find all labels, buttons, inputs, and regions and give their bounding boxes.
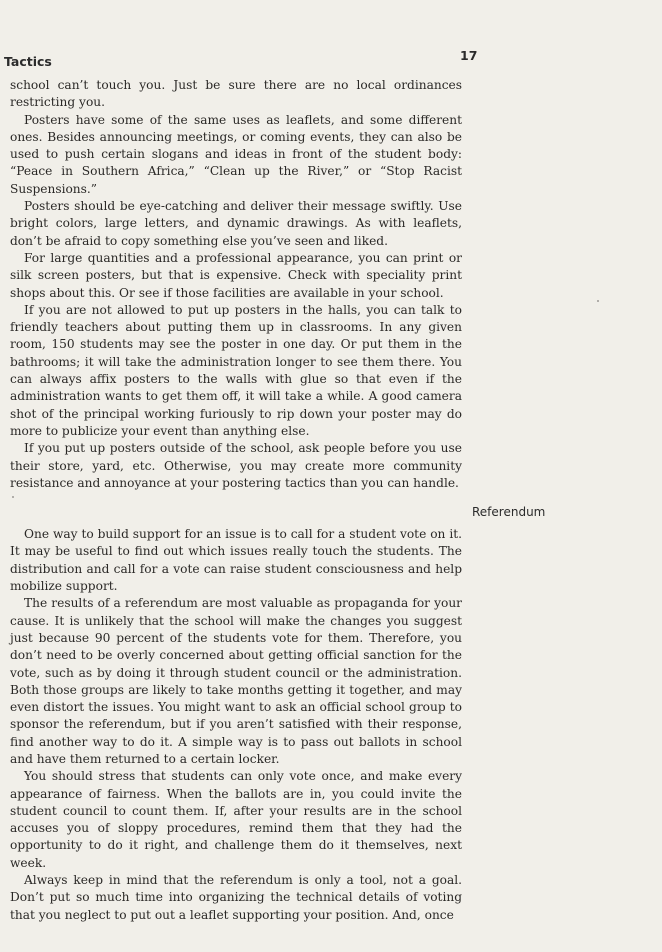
paragraph: If you put up posters outside of the school, ask people before you use their store, yard, etc. Otherwise, you may create more community resistance and annoyance at your postering tactics than you can handle. bbox=[10, 441, 462, 490]
section-gap bbox=[10, 492, 462, 526]
margin-label-referendum: Referendum bbox=[472, 505, 546, 519]
paragraph: You should stress that students can only vote once, and make every appearance of fairness. When the ballots are in, you could invite the student council to count them. If, after your results are in the school accuses you of sloppy procedures, remind them that they had the opportunity to do it right, and challenge them do it themselves, next week. bbox=[10, 769, 462, 870]
paragraph: Always keep in mind that the referendum is only a tool, not a goal. Don’t put so much time into organizing the technical details of voting that you neglect to put out a leaflet supporting your position. And, once bbox=[10, 873, 462, 922]
paragraph: Posters have some of the same uses as leaflets, and some different ones. Besides announcing meetings, or coming events, they can also be used to push certain slogans and ideas in front of the student body: “Peace in Southern Africa,” “Clean up the River,” or “Stop Racist Suspensions.” bbox=[10, 112, 462, 196]
paper-speck bbox=[12, 496, 14, 498]
page-number: 17 bbox=[460, 48, 478, 63]
paragraph: The results of a referendum are most valuable as propaganda for your cause. It is unlikely that the school will make the changes you suggest just because 90 percent of the students vote for them. Therefore, you don’t need to be overly concerned about getting official sanction for the vote, such as by doing it through student council or the administration. Both those groups are likely to take months getting it together, and may even distort the issues. You might want to ask an official school group to sponsor the referendum, but if you aren’t satisfied with their response, find another way to do it. A simple way is to pass out ballots in school and have them returned to a certain locker. bbox=[10, 596, 462, 766]
running-head: Tactics bbox=[4, 54, 52, 69]
paragraph: One way to build support for an issue is to call for a student vote on it. It may be useful to find out which issues really touch the students. The distribution and call for a vote can raise student consciousness and help mobilize support. bbox=[10, 527, 462, 594]
body-text bbox=[10, 77, 462, 924]
paragraph: school can’t touch you. Just be sure there are no local ordinances restricting you. bbox=[10, 78, 462, 110]
paper-speck bbox=[597, 300, 599, 302]
paragraph: For large quantities and a professional appearance, you can print or silk screen posters, but that is expensive. Check with speciality print shops about this. Or see if those facilities are available in your school. bbox=[10, 250, 462, 300]
paragraph: If you are not allowed to put up posters in the halls, you can talk to friendly teachers about putting them up in classrooms. In any given room, 150 students may see the poster in one day. Or put them in the bathrooms; it will take the administration longer to see them there. You can always affix posters to the walls with glue so that even if the administration wants to get them off, it will take a while. A good camera shot of the principal working furiously to rip down your poster may do more to publicize your event than anything else. bbox=[10, 302, 462, 438]
paragraph: Posters should be eye-catching and deliver their message swiftly. Use bright colors, large letters, and dynamic drawings. As with leaflets, don’t be afraid to copy something else you’ve seen and liked. bbox=[10, 199, 462, 248]
